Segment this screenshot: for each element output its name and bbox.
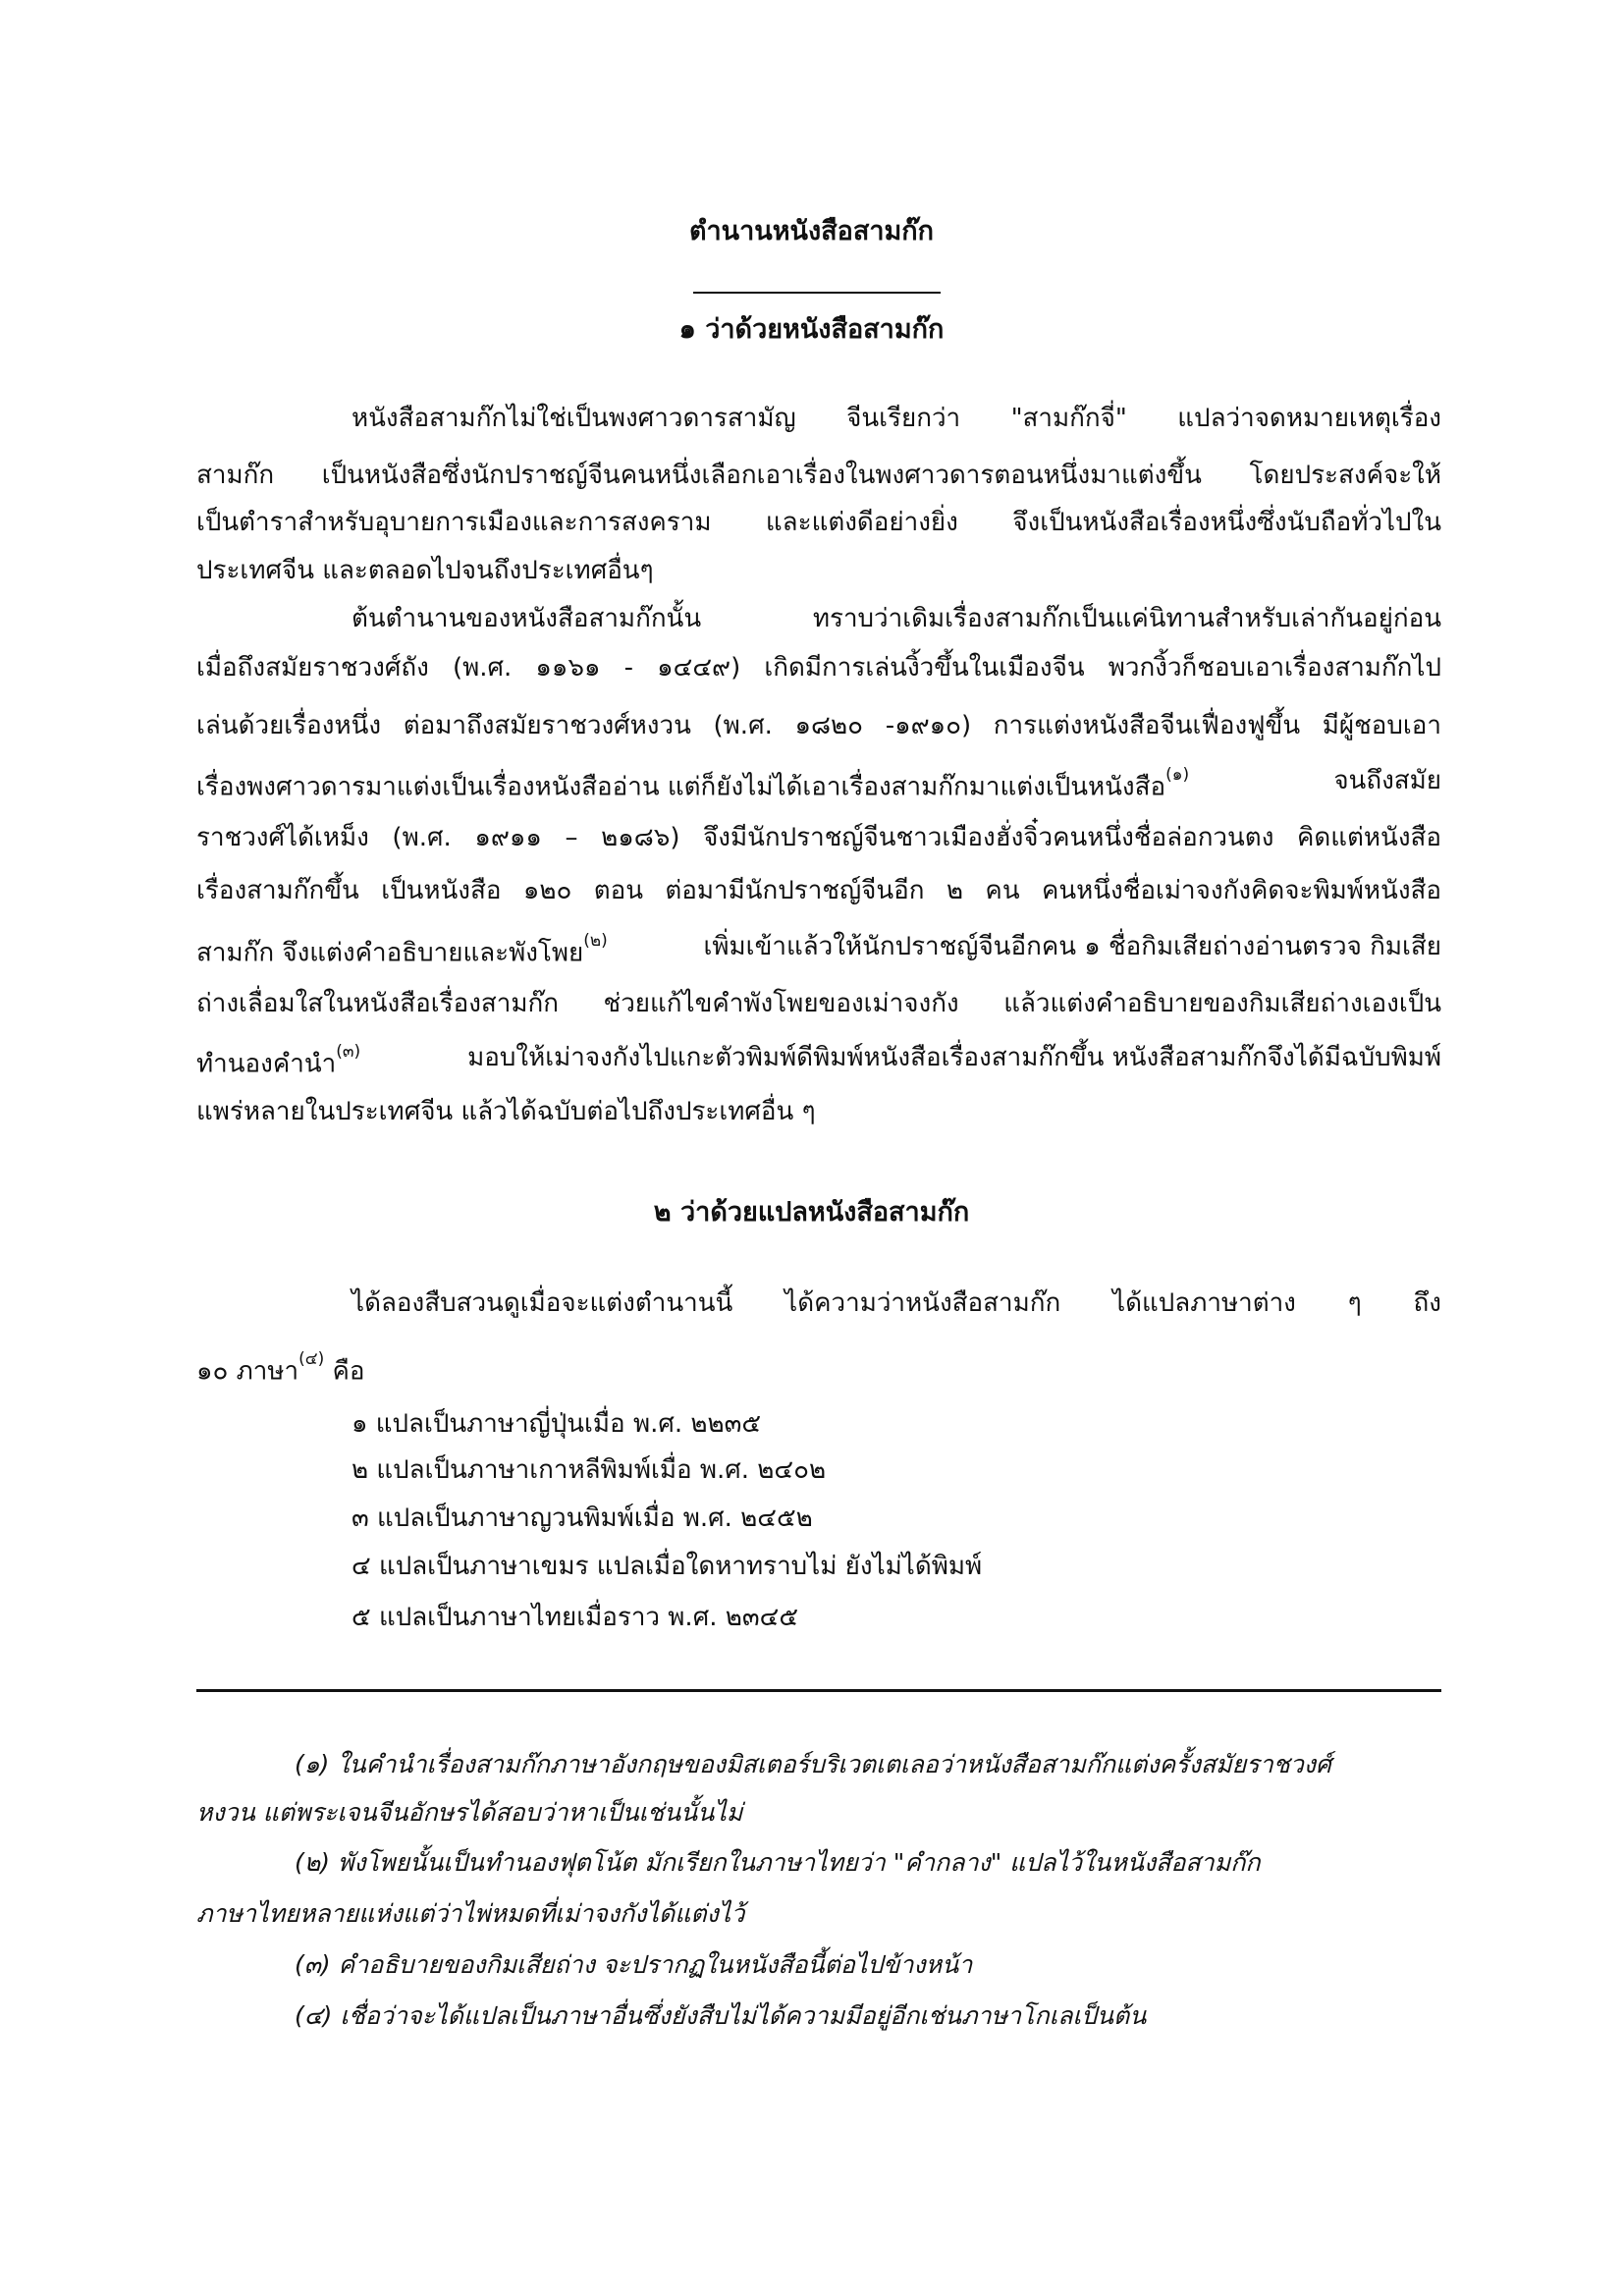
footnote-mark-4: (๔): [298, 1349, 325, 1369]
paragraph-text: มอบให้เม่าจงกังไปแกะตัวพิมพ์ดีพิมพ์หนังสือเรื่องสามก๊กขึ้น หนังสือสามก๊กจึงได้มีฉบับพิมพ์: [467, 1043, 1441, 1072]
paragraph-line: สามก๊ก เป็นหนังสือซึ่งนักปราชญ์จีนคนหนึ่งเลือกเอาเรื่องในพงศาวดารตอนหนึ่งมาแต่งขึ้น โดยประสงค์จะให้: [196, 461, 1441, 490]
paragraph-text: สามก๊ก จึงแต่งคำอธิบายและพังโพย: [196, 938, 584, 968]
footnote-mark-1: (๑): [1165, 765, 1190, 785]
paragraph-text: คือ: [332, 1356, 365, 1387]
paragraph-line: [196, 930, 1441, 970]
paragraph-line: เรื่องสามก๊กขึ้น เป็นหนังสือ ๑๒๐ ตอน ต่อมามีนักปราชญ์จีนอีก ๒ คน คนหนึ่งชื่อเม่าจงกังคิดจะพิมพ์หนังสือ: [196, 876, 1441, 905]
paragraph-text: เรื่องพงศาวดารมาแต่งเป็นเรื่องหนังสืออ่าน แต่ก็ยังไม่ได้เอาเรื่องสามก๊กมาแต่งเป็นหนังสือ: [196, 772, 1166, 802]
paragraph-line: [196, 1348, 1441, 1389]
footnote-mark-3: (๓): [336, 1042, 361, 1062]
paragraph-line: ถ่างเลื่อมใสในหนังสือเรื่องสามก๊ก ช่วยแก้ไขคำพังโพยของเม่าจงกัง แล้วแต่งคำอธิบายของกิมเสียถ่างเองเป็น: [196, 989, 1441, 1018]
paragraph-line: เล่นด้วยเรื่องหนึ่ง ต่อมาถึงสมัยราชวงศ์หงวน (พ.ศ. ๑๘๒๐ -๑๙๑๐) การแต่งหนังสือจีนเฟื่องฟูขึ้น มีผู้ชอบเอา: [196, 711, 1441, 740]
paragraph-text: เพิ่มเข้าแล้วให้นักปราชญ์จีนอีกคน ๑ ชื่อกิมเสียถ่างอ่านตรวจ กิมเสีย: [703, 932, 1441, 961]
list-item: ๒ แปลเป็นภาษาเกาหลีพิมพ์เมื่อ พ.ศ. ๒๔๐๒: [352, 1455, 827, 1485]
paragraph-line: ต้นตำนานของหนังสือสามก๊กนั้น ทราบว่าเดิมเรื่องสามก๊กเป็นแค่นิทานสำหรับเล่ากันอยู่ก่อน: [352, 604, 1441, 633]
title-divider: [693, 292, 941, 294]
footnote-line: ภาษาไทยหลายแห่งแต่ว่าไพ่หมดที่เม่าจงกังได้แต่งไว้: [196, 1899, 745, 1928]
list-item: ๑ แปลเป็นภาษาญี่ปุ่นเมื่อ พ.ศ. ๒๒๓๕: [352, 1409, 762, 1439]
footnote-line: (๓) คำอธิบายของกิมเสียถ่าง จะปรากฏในหนังสือนี้ต่อไปข้างหน้า: [295, 1950, 973, 1979]
paragraph-text: จนถึงสมัย: [1333, 766, 1441, 795]
footnote-line: (๑) ในคำนำเรื่องสามก๊กภาษาอังกฤษของมิสเตอร์บริเวตเตเลอว่าหนังสือสามก๊กแต่งครั้งสมัยราชวงศ์: [295, 1750, 1331, 1778]
list-item: ๓ แปลเป็นภาษาญวนพิมพ์เมื่อ พ.ศ. ๒๔๕๒: [352, 1503, 813, 1533]
paragraph-text: ๑๐ ภาษา: [196, 1356, 299, 1387]
footnote-line: (๔) เชื่อว่าจะได้แปลเป็นภาษาอื่นซึ่งยังสืบไม่ได้ความมีอยู่อีกเช่นภาษาโกเลเป็นต้น: [295, 2001, 1147, 2030]
paragraph-line: แพร่หลายในประเทศจีน แล้วได้ฉบับต่อไปถึงประเทศอื่น ๆ: [196, 1097, 816, 1126]
section-heading-1: ๑ ว่าด้วยหนังสือสามก๊ก: [678, 314, 945, 345]
list-item: ๕ แปลเป็นภาษาไทยเมื่อราว พ.ศ. ๒๓๔๕: [352, 1603, 798, 1632]
document-title: ตำนานหนังสือสามก๊ก: [688, 216, 935, 246]
paragraph-line: [196, 764, 1441, 804]
paragraph-text: ทำนองคำนำ: [196, 1049, 337, 1079]
paragraph-line: ราชวงศ์ได้เหม็ง (พ.ศ. ๑๙๑๑ – ๒๑๘๖) จึงมีนักปราชญ์จีนชาวเมืองฮั่งจิ๋วคนหนึ่งชื่อล่อกวนตง คิดแต่หนังสือ: [196, 823, 1441, 852]
footnote-divider: [196, 1689, 1441, 1692]
footnote-mark-2: (๒): [583, 931, 608, 951]
footnote-line: (๒) พังโพยนั้นเป็นทำนองฟุตโน้ต มักเรียกในภาษาไทยว่า "คำกลาง" แปลไว้ในหนังสือสามก๊ก: [295, 1848, 1261, 1877]
paragraph-line: ได้ลองสืบสวนดูเมื่อจะแต่งตำนานนี้ ได้ความว่าหนังสือสามก๊ก ได้แปลภาษาต่าง ๆ ถึง: [352, 1288, 1441, 1318]
paragraph-line: เป็นตำราสำหรับอุบายการเมืองและการสงคราม และแต่งดีอย่างยิ่ง จึงเป็นหนังสือเรื่องหนึ่งซึ่งนับถือทั่วไปใน: [196, 508, 1441, 537]
paragraph-line: ประเทศจีน และตลอดไปจนถึงประเทศอื่นๆ: [196, 556, 654, 585]
paragraph-line: หนังสือสามก๊กไม่ใช่เป็นพงศาวดารสามัญ จีนเรียกว่า "สามก๊กจี่" แปลว่าจดหมายเหตุเรื่อง: [352, 404, 1441, 433]
section-heading-2: ๒ ว่าด้วยแปลหนังสือสามก๊ก: [653, 1197, 970, 1228]
footnote-line: หงวน แต่พระเจนจีนอักษรได้สอบว่าหาเป็นเช่นนั้นไม่: [196, 1798, 743, 1827]
list-item: ๔ แปลเป็นภาษาเขมร แปลเมื่อใดหาทราบไม่ ยังไม่ได้พิมพ์: [352, 1552, 983, 1581]
paragraph-line: [196, 1041, 1441, 1081]
paragraph-line: เมื่อถึงสมัยราชวงศ์ถัง (พ.ศ. ๑๑๖๑ - ๑๔๔๙) เกิดมีการเล่นงิ้วขึ้นในเมืองจีน พวกงิ้วก็ชอบเอาเรื่องสามก๊กไป: [196, 653, 1441, 683]
